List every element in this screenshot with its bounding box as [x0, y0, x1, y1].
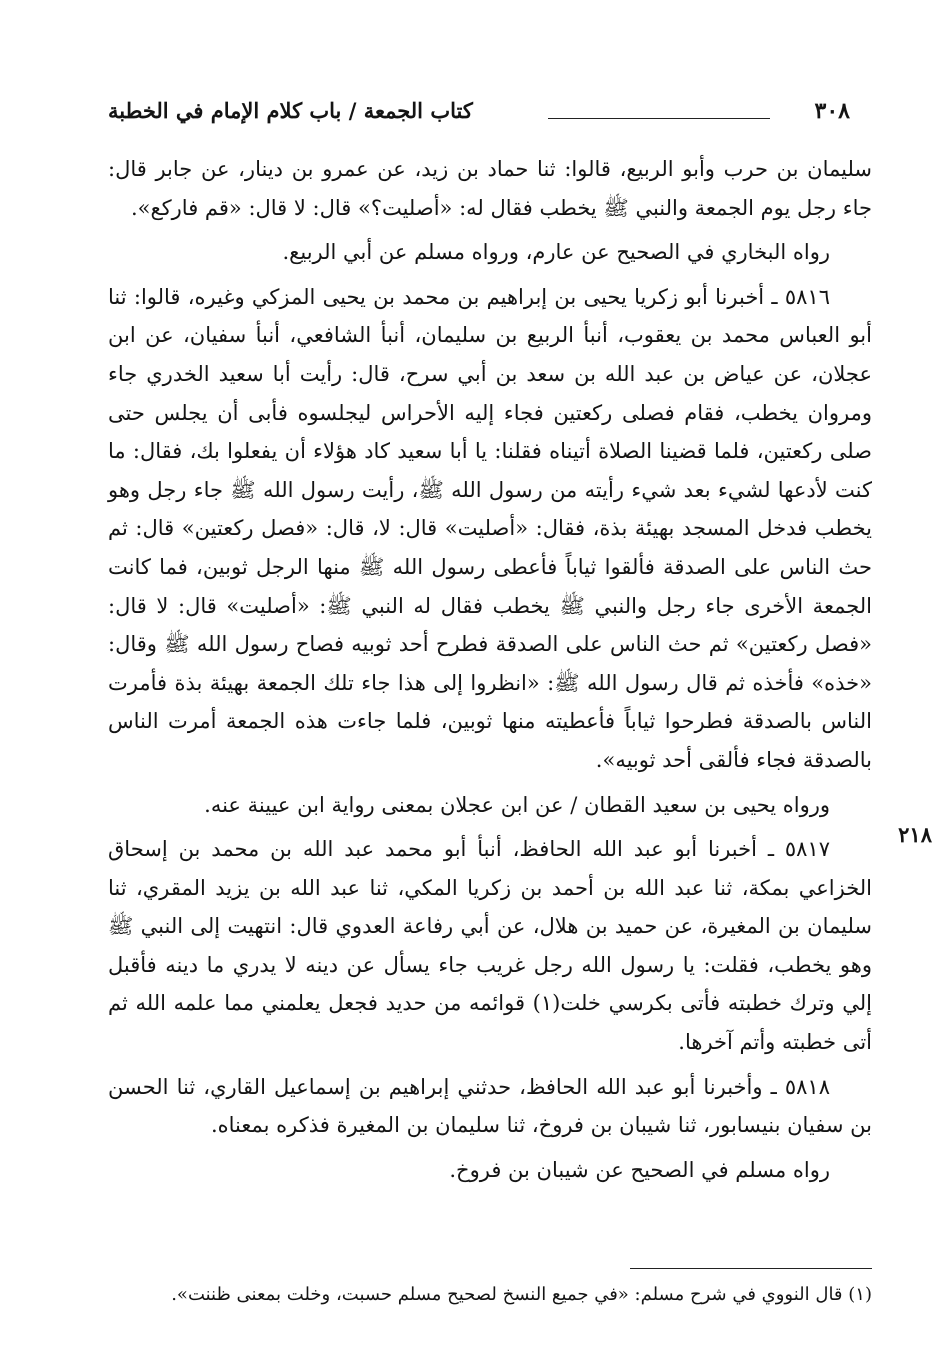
paragraph-hadith-5818: ٥٨١٨ ـ وأخبرنا أبو عبد الله الحافظ، حدثني إبراهيم بن إسماعيل القاري، ثنا الحسن بن سفيان بنيسابور، ثنا شيبان بن فروخ، ثنا سليمان بن المغيرة فذكره بمعناه. [108, 1074, 872, 1138]
paragraph-narration-qattan: ورواه يحيى بن سعيد القطان / عن ابن عجلان بمعنى رواية ابن عيينة عنه. [204, 792, 830, 817]
paragraph-continuation: سليمان بن حرب وأبو الربيع، قالوا: ثنا حماد بن زيد، عن عمرو بن دينار، عن جابر قال: جاء رجل يوم الجمعة والنبي ﷺ يخطب فقال له: «أصليت؟» قال: لا قال: «قم فاركع». [108, 157, 872, 220]
paragraph-hadith-5817: ٥٨١٧ ـ أخبرنا أبو عبد الله الحافظ، أنبأ أبو محمد عبد الله بن محمد بن إسحاق الخزاعي بمكة، ثنا عبد الله بن أحمد بن زكريا المكي، ثنا عبد الله بن يزيد المقري، ثنا سليمان بن المغيرة، عن حميد بن هلال، عن أبي رفاعة العدوي قال: انتهيت إلى النبي ﷺ وهو يخطب، فقلت: يا رسول الله رجل غريب جاء يسأل عن دينه لا يدري ما دينه فأقبل إلي وترك خطبته فأتى بكرسي خلت(١) قوائمه من حديد فجعل يعلمني مما علمه الله ثم أتى خطبته وأتم آخرها. [108, 837, 872, 1055]
page-number: ٣٠٨ [814, 98, 850, 124]
chapter-title: كتاب الجمعة / باب كلام الإمام في الخطبة [108, 98, 473, 123]
main-text [108, 150, 872, 1195]
footnote-rule [630, 1268, 872, 1269]
paragraph-hadith-5816: ٥٨١٦ ـ أخبرنا أبو زكريا يحيى بن إبراهيم بن محمد بن يحيى المزكي وغيره، قالوا: ثنا أبو العباس محمد بن يعقوب، أنبأ الربيع بن سليمان، أنبأ الشافعي، أنبأ سفيان، عن ابن عجلان، عن عياض بن عبد الله بن سعد بن أبي سرح، قال: رأيت أبا سعيد الخدري جاء ومروان يخطب، فقام فصلى ركعتين فجاء إليه الأحراس ليجلسوه فأبى أن يجلس حتى صلى ركعتين، فلما قضينا الصلاة أتيناه فقلنا: يا أبا سعيد كاد هؤلاء أن يفعلوا بك، فقال: ما كنت لأدعها لشيء بعد شيء رأيته من رسول الله ﷺ، رأيت رسول الله ﷺ جاء رجل وهو يخطب فدخل المسجد بهيئة بذة، فقال: «أصليت» قال: لا، قال: «فصل ركعتين» قال: ثم حث الناس على الصدقة فألقوا ثياباً فأعطى رسول الله ﷺ منها الرجل ثوبين، فما كانت الجمعة الأخرى جاء رجل والنبي ﷺ يخطب فقال له النبي ﷺ: «أصليت» قال: لا قال: «فصل ركعتين» ثم حث الناس على الصدقة فطرح أحد ثوبيه فصاح رسول الله ﷺ وقال: «خذه» فأخذه ثم قال رسول الله ﷺ: «انظروا إلى هذا جاء تلك الجمعة بهيئة بذة فأمرت الناس بالصدقة فطرحوا ثياباً فأعطيته منها ثوبين، فلما جاءت هذه الجمعة أمرت الناس بالصدقة فجاء فألقى أحد ثوبيه». [108, 284, 872, 772]
header-rule [548, 118, 770, 119]
paragraph-narration-note: رواه البخاري في الصحيح عن عارم، ورواه مسلم عن أبي الربيع. [282, 240, 830, 265]
footnote: (١) قال النووي في شرح مسلم: «في جميع النسخ لصحيح مسلم حسبت، وخلت بمعنى ظننت». [171, 1284, 872, 1305]
running-header [108, 94, 850, 128]
margin-page-reference: ٢١٨ [898, 822, 932, 847]
paragraph-narration-muslim: رواه مسلم في الصحيح عن شيبان بن فروخ. [449, 1157, 830, 1182]
